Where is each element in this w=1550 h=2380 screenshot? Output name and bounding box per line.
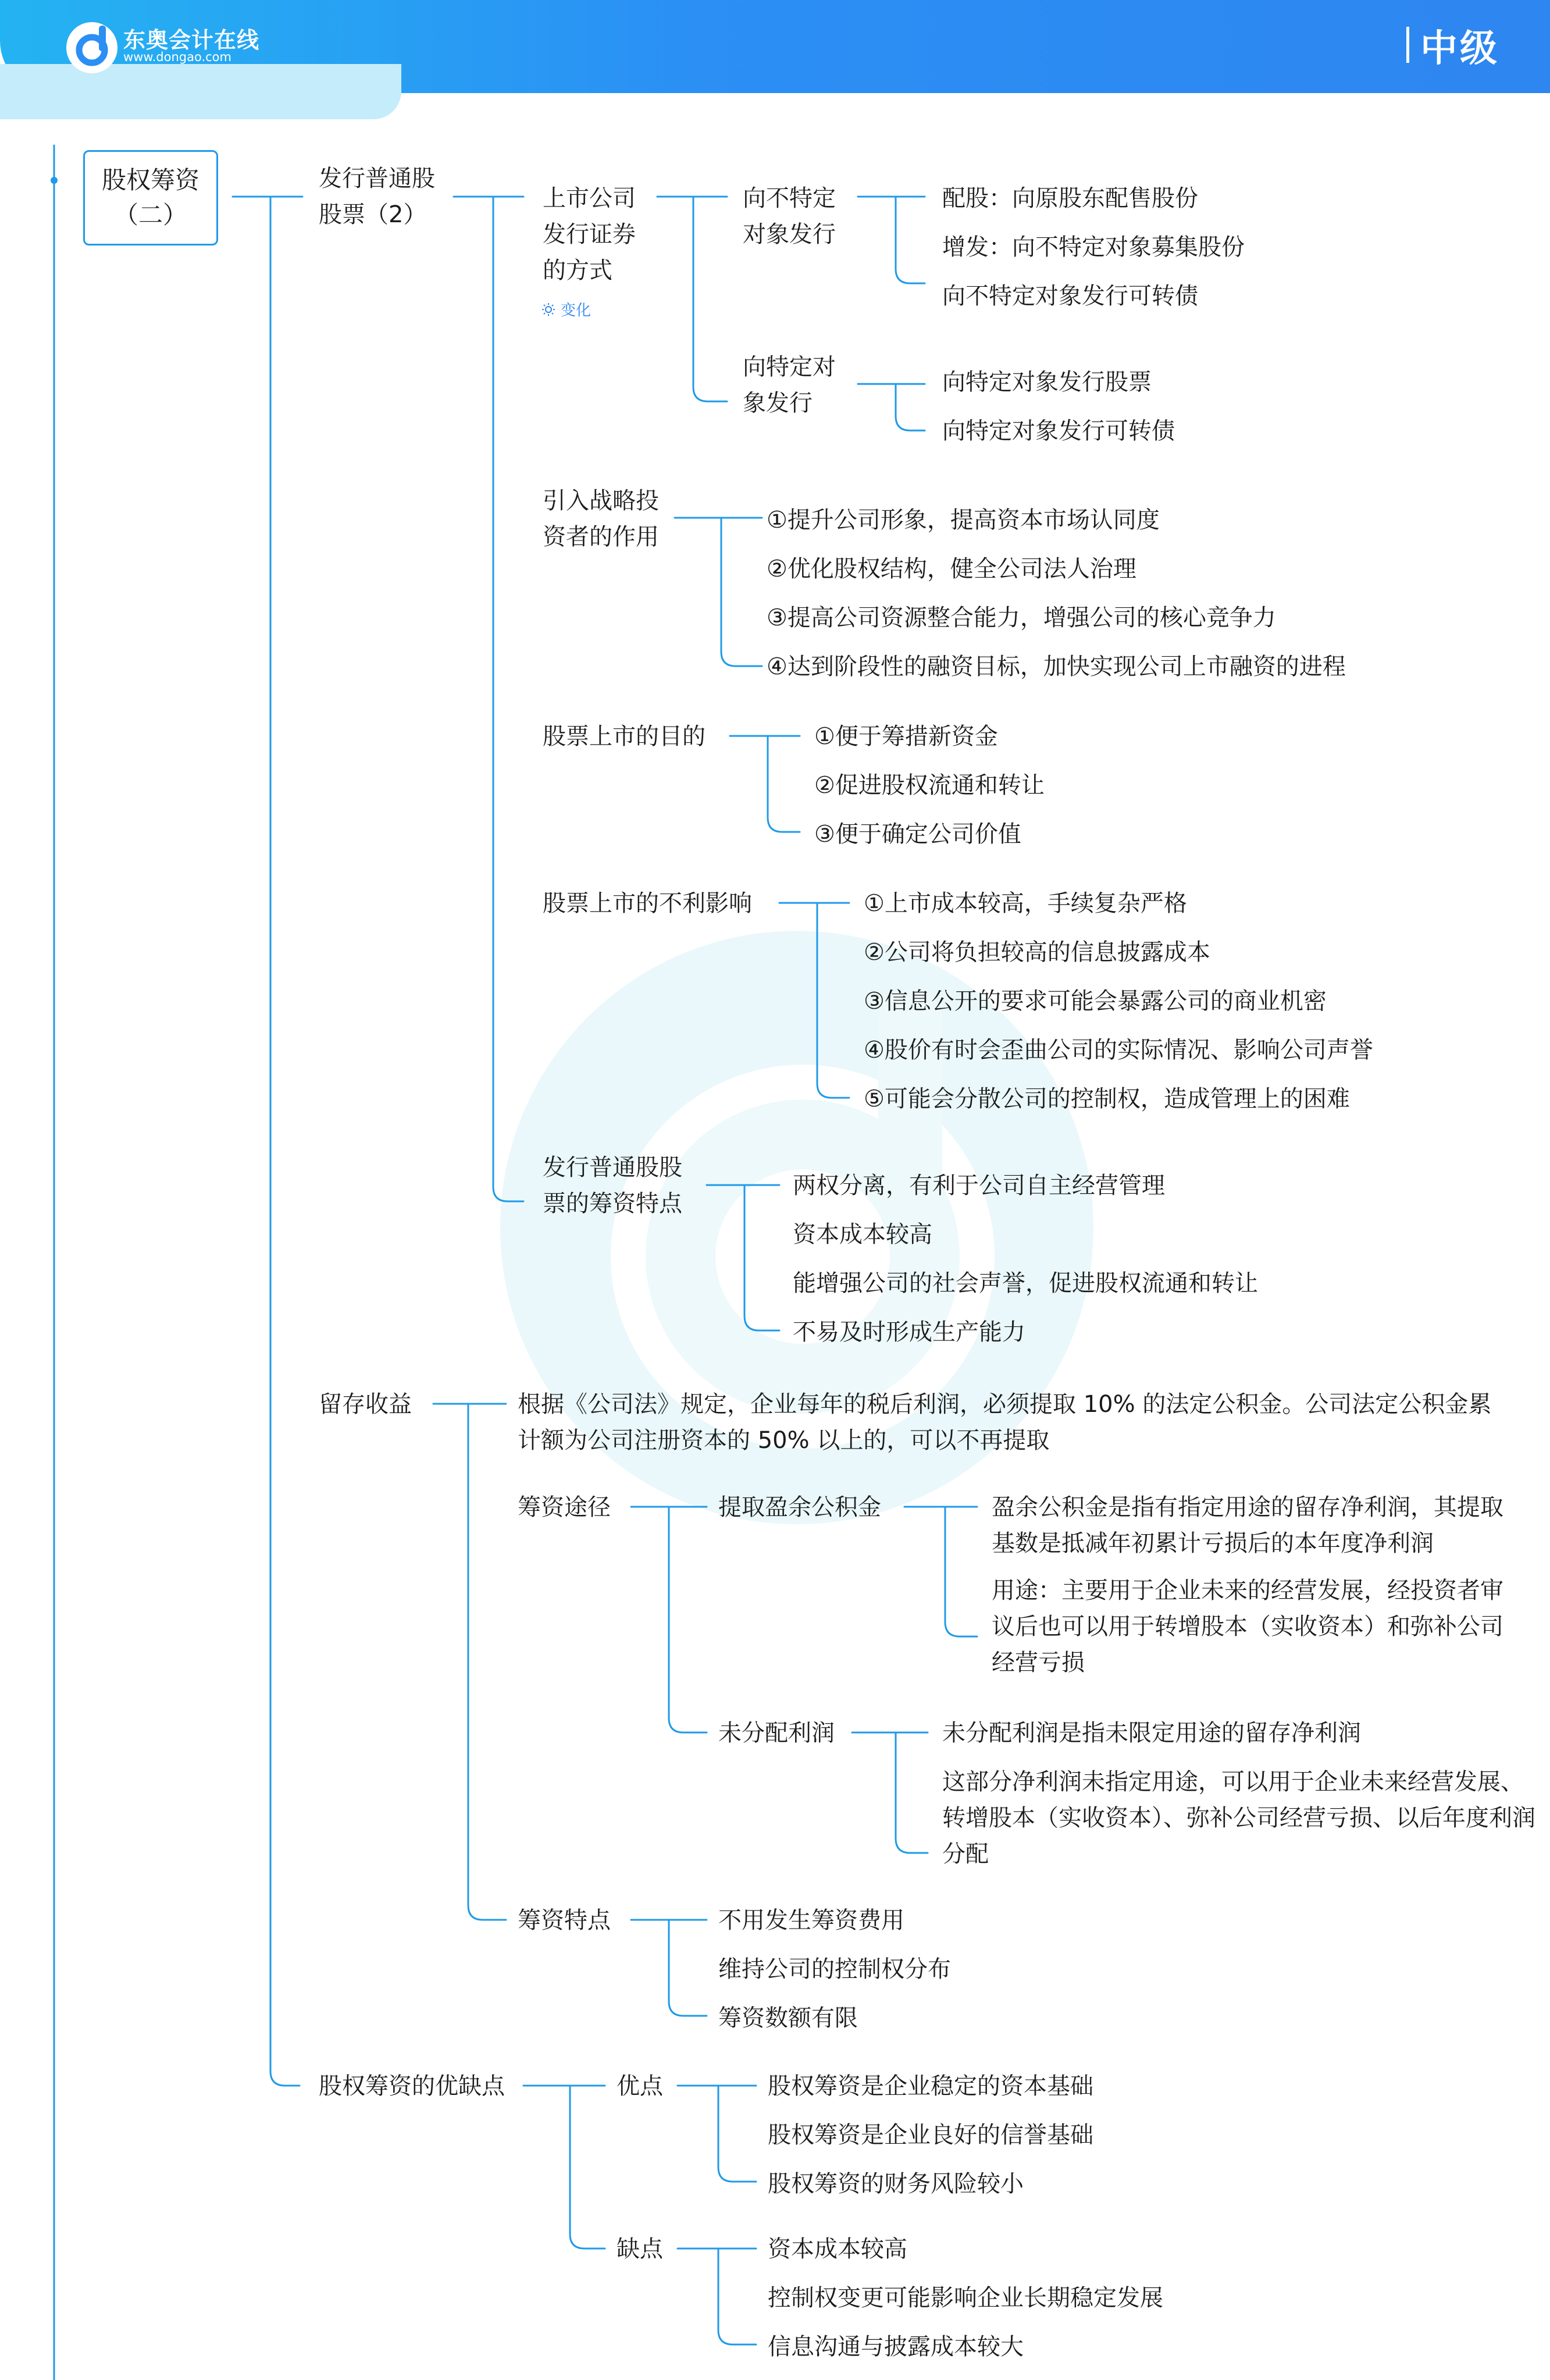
node-strategic-investors: 引入战略投 资者的作用	[543, 488, 659, 550]
node-listed-company-issue-methods: 上市公司 发行证券 的方式	[543, 185, 636, 284]
node-unspecified-objects: 向不特定 对象发行	[743, 185, 836, 248]
leaf-item: 增发：向不特定对象募集股份	[942, 234, 1245, 261]
leaf-item: ⑤可能会分散公司的控制权，造成管理上的困难	[864, 1086, 1350, 1112]
lightbulb-icon	[541, 302, 556, 317]
leaf-item: 不易及时形成生产能力	[793, 1319, 1025, 1346]
node-undistributed-profit: 未分配利润	[718, 1720, 835, 1746]
node-financing-channels: 筹资途径	[518, 1494, 611, 1521]
leaf-item: 配股：向原股东配售股份	[942, 185, 1198, 212]
change-tag	[541, 298, 591, 320]
root-node	[83, 150, 218, 246]
leaf-item: 筹资数额有限	[718, 2005, 858, 2032]
leaf-item: 股权筹资的财务风险较小	[768, 2171, 1024, 2197]
node-advantages: 优点	[617, 2073, 663, 2100]
leaf-item: ③提高公司资源整合能力，增强公司的核心竞争力	[767, 604, 1276, 631]
leaf-item: 用途：主要用于企业未来的经营发展，经投资者审议后也可以用于转增股本（实收资本）和弥补公司经营亏损	[992, 1577, 1503, 1676]
retained-earnings-note: 根据《公司法》规定，企业每年的税后利润，必须提取 10% 的法定公积金。公司法定公积金累计额为公司注册资本的 50% 以上的，可以不再提取	[518, 1391, 1492, 1454]
leaf-item: ③信息公开的要求可能会暴露公司的商业机密	[864, 988, 1327, 1015]
leaf-item: ②优化股权结构，健全公司法人治理	[767, 556, 1136, 582]
change-tag-label: 变化	[561, 302, 592, 319]
leaf-item: 资本成本较高	[793, 1221, 932, 1248]
branch-retained-earnings: 留存收益	[319, 1391, 412, 1418]
branch-issue-common-stock: 发行普通股 股票（2）	[319, 165, 435, 228]
leaf-item: 这部分净利润未指定用途，可以用于企业未来经营发展、转增股本（实收资本）、弥补公司经营亏损、以后年度利润分配	[942, 1769, 1535, 1867]
branch-pros-cons: 股权筹资的优缺点	[319, 2073, 505, 2100]
node-specified-objects: 向特定对 象发行	[743, 354, 836, 417]
leaf-item: 不用发生筹资费用	[718, 1907, 904, 1934]
leaf-item: 能增强公司的社会声誉，促进股权流通和转让	[793, 1270, 1258, 1297]
leaf-item: 向特定对象发行可转债	[942, 418, 1175, 444]
leaf-item: ②促进股权流通和转让	[814, 772, 1045, 799]
leaf-item: ④达到阶段性的融资目标，加快实现公司上市融资的进程	[767, 653, 1346, 680]
leaf-item: 资本成本较高	[768, 2236, 907, 2262]
node-disadvantages: 缺点	[617, 2236, 663, 2262]
node-retained-features: 筹资特点	[518, 1907, 611, 1934]
leaf-item: ③便于确定公司价值	[814, 821, 1021, 848]
node-surplus-reserve: 提取盈余公积金	[718, 1494, 881, 1521]
leaf-item: 股权筹资是企业稳定的资本基础	[768, 2073, 1093, 2100]
leaf-item: 向不特定对象发行可转债	[942, 283, 1198, 309]
level-label: 中级	[1420, 27, 1499, 70]
leaf-item: 向特定对象发行股票	[942, 369, 1152, 396]
node-common-stock-features: 发行普通股股 票的筹资特点	[543, 1154, 682, 1217]
leaf-item: 控制权变更可能影响企业长期稳定发展	[768, 2285, 1163, 2311]
leaf-item: ①便于筹措新资金	[814, 723, 998, 750]
leaf-item: ①提升公司形象，提高资本市场认同度	[767, 507, 1160, 533]
leaf-item: ②公司将负担较高的信息披露成本	[864, 939, 1210, 966]
node-listing-purposes: 股票上市的目的	[543, 723, 705, 750]
leaf-item: 盈余公积金是指有指定用途的留存净利润，其提取基数是抵减年初累计亏损后的本年度净利润	[992, 1494, 1503, 1557]
leaf-item: 未分配利润是指未限定用途的留存净利润	[942, 1720, 1361, 1746]
leaf-item: ④股价有时会歪曲公司的实际情况、影响公司声誉	[864, 1037, 1373, 1063]
leaf-item: 维持公司的控制权分布	[718, 1956, 951, 1983]
brand-name: 东奥会计在线	[123, 27, 260, 53]
leaf-item: 股权筹资是企业良好的信誉基础	[768, 2122, 1093, 2148]
leaf-item: 信息沟通与披露成本较大	[768, 2333, 1024, 2360]
node-listing-disadvantages: 股票上市的不利影响	[543, 890, 752, 917]
brand-url: www.dongao.com	[123, 50, 231, 64]
leaf-item: ①上市成本较高，手续复杂严格	[864, 890, 1187, 917]
root-label: 股权筹资 （二）	[101, 166, 199, 229]
leaf-item: 两权分离，有利于公司自主经营管理	[793, 1172, 1165, 1199]
